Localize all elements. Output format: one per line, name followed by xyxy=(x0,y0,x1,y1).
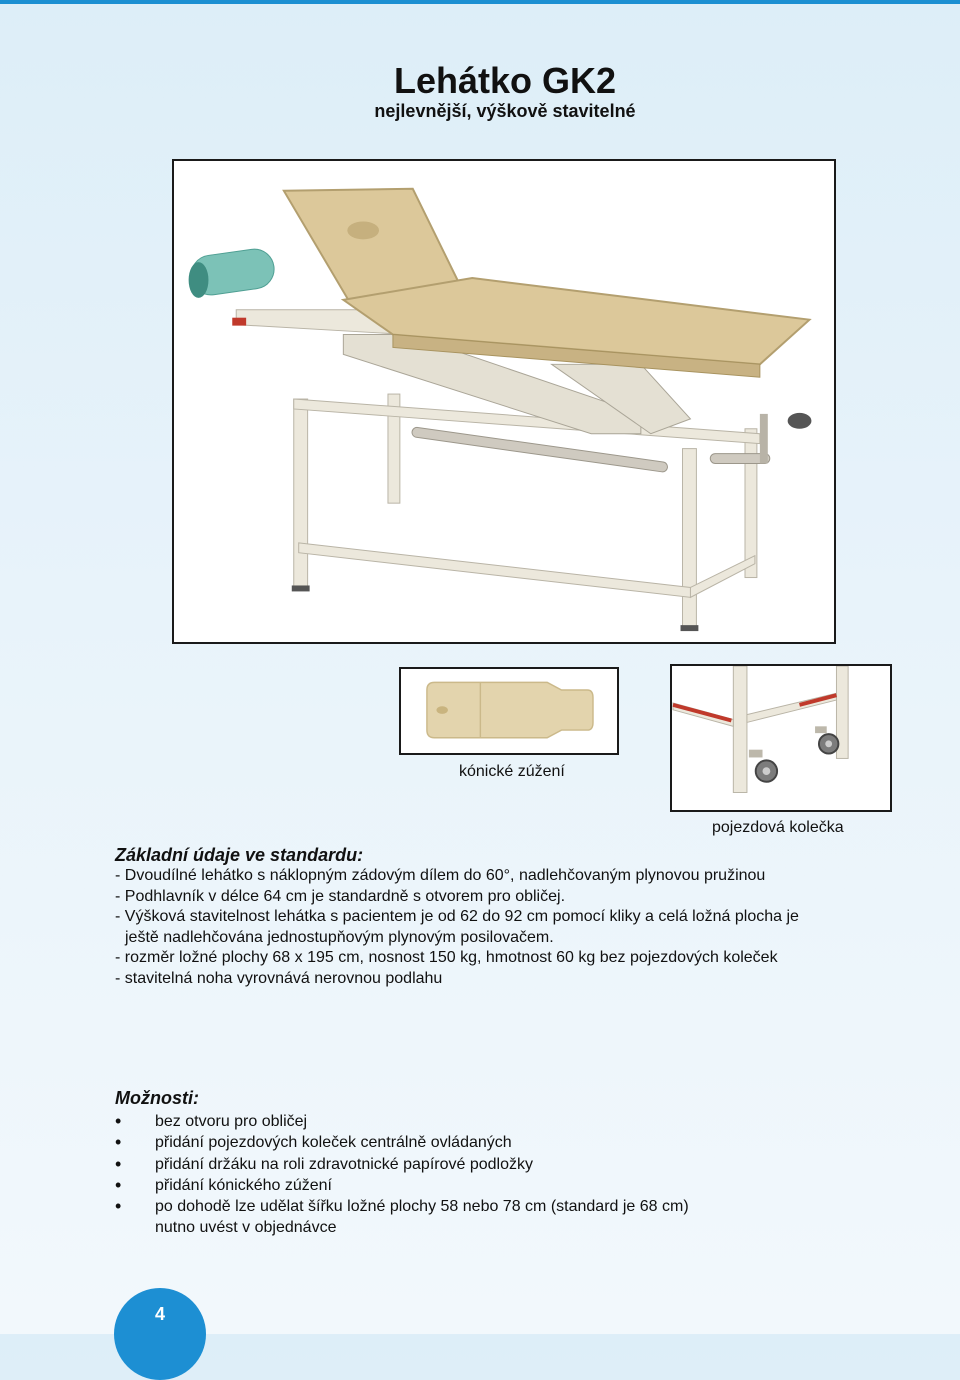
caption-castor-wheels: pojezdová kolečka xyxy=(712,819,844,836)
spec-line: ještě nadlehčována jednostupňovým plynovým posilovačem. xyxy=(125,928,554,946)
bullet: • xyxy=(115,1132,122,1153)
list-item xyxy=(115,1154,895,1175)
option-text: přidání pojezdových koleček centrálně ovládaných xyxy=(155,1134,512,1152)
list-item-continuation xyxy=(115,1217,895,1238)
bullet: • xyxy=(115,1111,122,1131)
spec-line: - Výšková stavitelnost lehátka s pacientem je od 62 do 92 cm pomocí kliky a celá ložná plocha je xyxy=(115,908,799,925)
spec-line: - Podhlavník v délce 64 cm je standardně s otvorem pro obličej. xyxy=(115,887,566,905)
castor-wheels-photo xyxy=(670,664,892,812)
spec-line: - Dvoudílné lehátko s náklopným zádovým dílem do 60°, nadlehčovaným plynovou pružinou xyxy=(115,867,766,884)
bullet: • xyxy=(115,1196,122,1217)
treatment-couch-photo xyxy=(172,159,836,644)
bullet: • xyxy=(115,1153,122,1174)
page-subtitle: nejlevnější, výškově stavitelné xyxy=(374,101,636,121)
option-text: přidání držáku na roli zdravotnické papírové podložky xyxy=(155,1155,533,1173)
options-heading: Možnosti: xyxy=(115,1088,199,1108)
option-text: přidání kónického zúžení xyxy=(155,1176,332,1194)
page-title: Lehátko GK2 xyxy=(393,60,617,101)
bullet: • xyxy=(115,1174,122,1195)
list-item xyxy=(115,1196,895,1217)
list-item xyxy=(115,1132,895,1153)
standard-heading: Základní údaje ve standardu: xyxy=(115,845,364,865)
page-number-badge xyxy=(114,1288,206,1380)
option-text: bez otvoru pro obličej xyxy=(155,1113,308,1130)
spec-line: - stavitelná noha vyrovnává nerovnou podlahu xyxy=(115,969,443,987)
caption-tapered-top: kónické zúžení xyxy=(459,763,565,780)
tapered-top-diagram xyxy=(399,667,619,755)
list-item xyxy=(115,1175,895,1196)
options-list xyxy=(115,1111,895,1239)
standard-spec-list xyxy=(115,866,895,989)
page-number: 4 xyxy=(154,1304,165,1324)
spec-line: - rozměr ložné plochy 68 x 195 cm, nosnost 150 kg, hmotnost 60 kg bez pojezdových koleček xyxy=(115,949,778,966)
list-item xyxy=(115,1111,895,1132)
option-text: nutno uvést v objednávce xyxy=(155,1219,337,1237)
option-text: po dohodě lze udělat šířku ložné plochy 58 nebo 78 cm (standard je 68 cm) xyxy=(155,1198,689,1216)
top-accent-rule xyxy=(0,0,960,4)
